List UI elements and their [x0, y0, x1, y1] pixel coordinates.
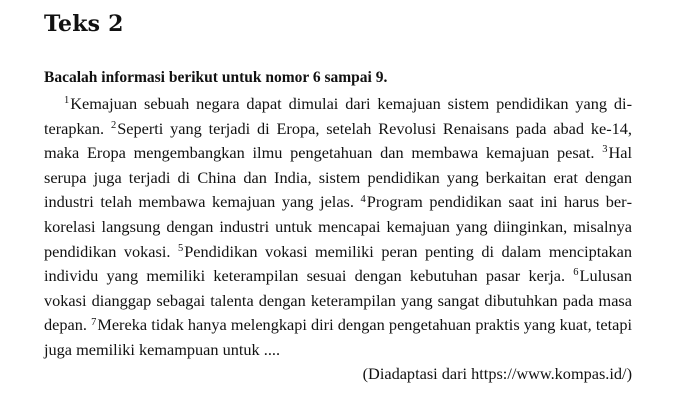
sentence-text: Mereka tidak hanya melengkapi diri dengan pengetahuan praktis yang kuat, tetapi juga memiliki kemampuan untuk ....	[44, 315, 632, 359]
source-citation: (Diadaptasi dari https://www.kompas.id/)	[362, 363, 632, 383]
reading-instruction: Bacalah informasi berikut untuk nomor 6 sampai 9.	[44, 69, 388, 86]
sentence-text: Program pendidikan saat ini harus berkorelasi langsung dengan industri untuk mencapai kemajuan yang diinginkan, misalnya pendidikan vokasi.	[44, 192, 632, 261]
sentence-text: Pendidikan vokasi memiliki peran penting di dalam menciptakan individu yang memiliki keterampilan sesuai dengan kebutuhan pasar kerja.	[44, 241, 633, 286]
sentence-text: Kemajuan sebuah negara dapat dimulai dari kemajuan sistem pendidikan yang diterapkan.	[44, 94, 632, 138]
sentence-number: 2	[110, 119, 117, 131]
passage-paragraph	[44, 92, 632, 363]
sentence-number: 7	[91, 316, 97, 328]
sentence-number: 3	[602, 144, 608, 156]
sentence-number: 4	[360, 193, 366, 205]
sentence-number: 1	[64, 95, 70, 107]
sentence-number: 5	[177, 242, 184, 254]
sentence-text: Lulusan vokasi dianggap sebagai talenta dengan keterampilan yang sangat dibutuhkan pada masa depan.	[44, 266, 632, 335]
text-title: Teks 2	[44, 11, 124, 37]
sentence-number: 6	[573, 267, 579, 279]
sentence-text: Seperti yang terjadi di Eropa, setelah Revolusi Renaisans pada abad ke-14, maka Eropa mengembangkan ilmu pengetahuan dan membawa kemajuan pesat.	[44, 118, 632, 163]
sentence-text: Hal serupa juga terjadi di China dan India, sistem pendidikan yang berkaitan erat dengan industri telah membawa kemajuan yang jelas.	[44, 143, 632, 212]
